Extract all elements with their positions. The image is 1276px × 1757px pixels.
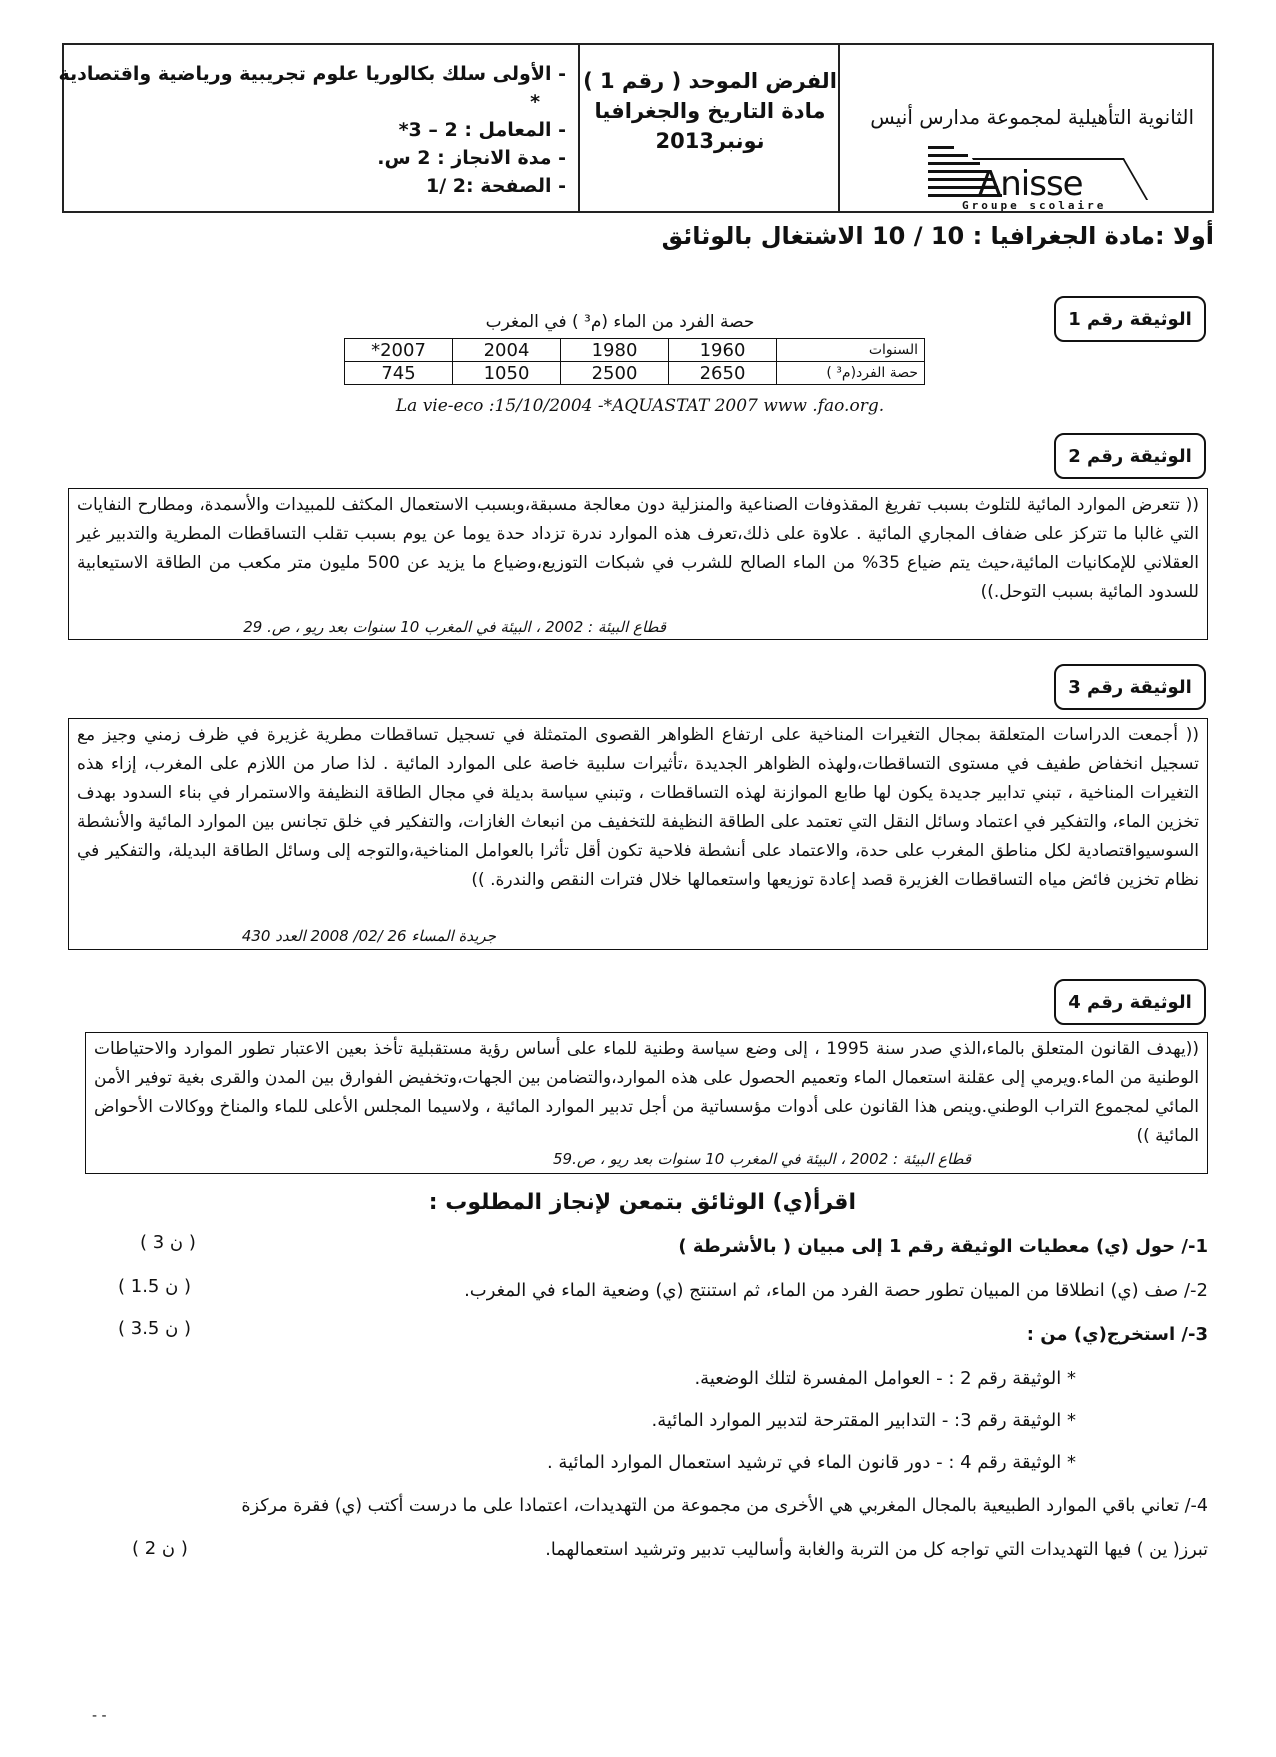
question-3-points: ( 3.5 ن ): [118, 1318, 192, 1339]
logo-word: Anisse: [978, 164, 1083, 204]
question-4-line1: 4-/ تعاني باقي الموارد الطبيعية بالمجال المغربي هي الأخرى من مجموعة من التهديدات، اعتمادا على ما درست أكتب (ي) فقرة مركزة: [241, 1496, 1208, 1516]
doc4-source: قطاع البيئة : 2002 ، البيئة في المغرب 10 سنوات بعد ريو ، ص.59: [552, 1150, 971, 1168]
table-cell: 1960: [669, 339, 777, 362]
doc2-text: (( تتعرض الموارد المائية للتلوث بسبب تفريغ المقذوفات الصناعية والمنزلية دون معالجة مسبقة،وبسبب الاستعمال المكثف للمبيدات والأسمدة، ومطارح النفايات التي غالبا ما تتركز على ضفاف المجاري المائية . علاوة على ذلك،تعرف هذه الموارد ندرة تزداد حدة يوما عن يوم بسبب تقلب التساقطات المطرية والتدبير غير العقلاني للإمكانيات المائية،حيث يتم ضياع 35% من الماء الصالح للشرب في شبكات التوزيع،وضياع ما يزيد عن 500 مليون متر مكعب من الطاقة الاستيعابية للسدود المائية بسبب التوحل.)): [77, 495, 1199, 602]
school-cell: [838, 45, 1212, 211]
question-1-points: ( 3 ن ): [140, 1232, 196, 1253]
exam-level: - الأولى سلك بكالوريا علوم تجريبية ورياضية واقتصادية: [58, 63, 566, 85]
table-row-years: [345, 339, 925, 362]
instructions: اقرأ(ي) الوثائق بتمعن لإنجاز المطلوب :: [428, 1190, 856, 1215]
question-3c: * الوثيقة رقم 4 : - دور قانون الماء في ترشيد استعمال الموارد المائية .: [546, 1452, 1076, 1473]
footer-mark: - -: [92, 1708, 107, 1724]
water-share-table: [344, 338, 925, 385]
exam-coefficient: - المعامل : 2 – 3*: [398, 119, 566, 141]
table-header-share: حصة الفرد(م³ ): [777, 362, 925, 385]
logo-subtitle: Groupe scolaire: [962, 199, 1107, 212]
exam-page: - الصفحة :2 /1: [425, 175, 566, 197]
question-4-points: ( 2 ن ): [132, 1538, 188, 1559]
table-title: حصة الفرد من الماء (م³ ) في المغرب: [485, 312, 755, 332]
doc2-label-text: الوثيقة رقم 2: [1068, 445, 1192, 467]
question-1: 1-/ حول (ي) معطيات الوثيقة رقم 1 إلى مبيان ( بالأشرطة ): [678, 1236, 1208, 1257]
info-cell: [58, 45, 580, 211]
table-cell: 745: [345, 362, 453, 385]
school-name: الثانوية التأهيلية لمجموعة مدارس أنيس: [870, 105, 1194, 129]
question-3: 3-/ استخرج(ي) من :: [1026, 1324, 1208, 1345]
doc2-source: قطاع البيئة : 2002 ، البيئة في المغرب 10 سنوات بعد ريو ، ص. 29: [243, 618, 666, 636]
question-4-line2: تبرز( ين ) فيها التهديدات التي تواجه كل من التربة والغابة وأساليب تدبير وترشيد استعمالهما.: [545, 1540, 1208, 1560]
table-cell: 2004: [453, 339, 561, 362]
doc1-label-text: الوثيقة رقم 1: [1068, 308, 1192, 330]
table-cell: 1050: [453, 362, 561, 385]
exam-header: [58, 43, 1214, 213]
school-logo: [928, 142, 1148, 212]
doc4-label: [1054, 979, 1206, 1025]
doc4-text: ((يهدف القانون المتعلق بالماء،الذي صدر سنة 1995 ، إلى وضع سياسة وطنية للماء على أساس رؤية مستقبلية تأخذ بعين الاعتبار تطور الموارد والاحتياطات الوطنية من الماء.ويرمي إلى عقلنة استعمال الماء وتعميم الحصول على هذه الموارد،والتضامن بين الجهات،وتخفيض الفوارق بين المدن والقرى بغية توفير الأمن المائي لمجموع التراب الوطني.وينص هذا القانون على أدوات مؤسساتية من أجل تدبير الموارد المائية ، ولاسيما المجلس الأعلى للماء والمناخ ووكالات الأحواض المائية )): [94, 1039, 1200, 1146]
doc3-text: (( أجمعت الدراسات المتعلقة بمجال التغيرات المناخية على ارتفاع الظواهر القصوى المتمثلة في تسجيل تساقطات مطرية غزيرة في ظرف زمني وجيز مع تسجيل انخفاض طفيف في مستوى التساقطات،ولهذه الظواهر الجديدة ،تأثيرات سلبية خاصة على الموارد المائية . لذا صار من اللازم على المغرب، إزاء هذه التغيرات المناخية ، تبني تدابير جديدة يكون لها طابع الموازنة لهذه التساقطات ، وتبني سياسة بديلة في مجال الطاقة النظيفة والاستمرار في بناء السدود بهدف تخزين الماء، والتفكير في اعتماد وسائل النقل التي تعتمد على الطاقة النظيفة للتخفيف من انبعاث الغازات، والتفكير في خلق تجانس بين الموارد المائية والأنشطة السوسيواقتصادية لكل مناطق المغرب على حدة، والاعتماد على أنشطة فلاحية تكون أقل تأثرا بالعوامل المناخية،والتوجه إلى وسائل الطاقة البديلة، والتفكير في نظام تخزين فائض مياه التساقطات الغزيرة قصد إعادة توزيعها واستعمالها خلال فترات النقص والندرة. )): [77, 725, 1199, 890]
exam-level-star: *: [530, 91, 540, 113]
doc2-label: [1054, 433, 1206, 479]
doc4-label-text: الوثيقة رقم 4: [1068, 991, 1192, 1013]
doc1-label: [1054, 296, 1206, 342]
table-source: La vie-eco :15/10/2004 -*AQUASTAT 2007 www .fao.org.: [395, 396, 885, 416]
exam-subject: مادة التاريخ والجغرافيا: [594, 99, 826, 123]
part-title: أولا :مادة الجغرافيا : 10 / 10 الاشتغال بالوثائق: [661, 222, 1214, 250]
doc3-label: [1054, 664, 1206, 710]
table-cell: 2650: [669, 362, 777, 385]
table-row-shares: [345, 362, 925, 385]
doc3-textbox: [68, 718, 1208, 950]
exam-cell: [578, 45, 840, 211]
doc3-label-text: الوثيقة رقم 3: [1068, 676, 1192, 698]
question-2: 2-/ صف (ي) انطلاقا من المبيان تطور حصة الفرد من الماء، ثم استنتج (ي) وضعية الماء في المغرب.: [464, 1280, 1208, 1301]
question-3b: * الوثيقة رقم 3: - التدابير المقترحة لتدبير الموارد المائية.: [651, 1410, 1076, 1431]
exam-date: نونبر2013: [655, 129, 765, 153]
table-cell: 1980: [561, 339, 669, 362]
exam-title: الفرض الموحد ( رقم 1 ): [583, 69, 837, 93]
exam-duration: - مدة الانجاز : 2 س.: [377, 147, 566, 169]
table-header-years: السنوات: [777, 339, 925, 362]
doc3-source: جريدة المساء 26 /02/ 2008 العدد 430: [241, 927, 496, 945]
question-3a: * الوثيقة رقم 2 : - العوامل المفسرة لتلك الوضعية.: [694, 1368, 1076, 1389]
table-cell: 2007*: [345, 339, 453, 362]
table-cell: 2500: [561, 362, 669, 385]
question-2-points: ( 1.5 ن ): [118, 1276, 192, 1297]
